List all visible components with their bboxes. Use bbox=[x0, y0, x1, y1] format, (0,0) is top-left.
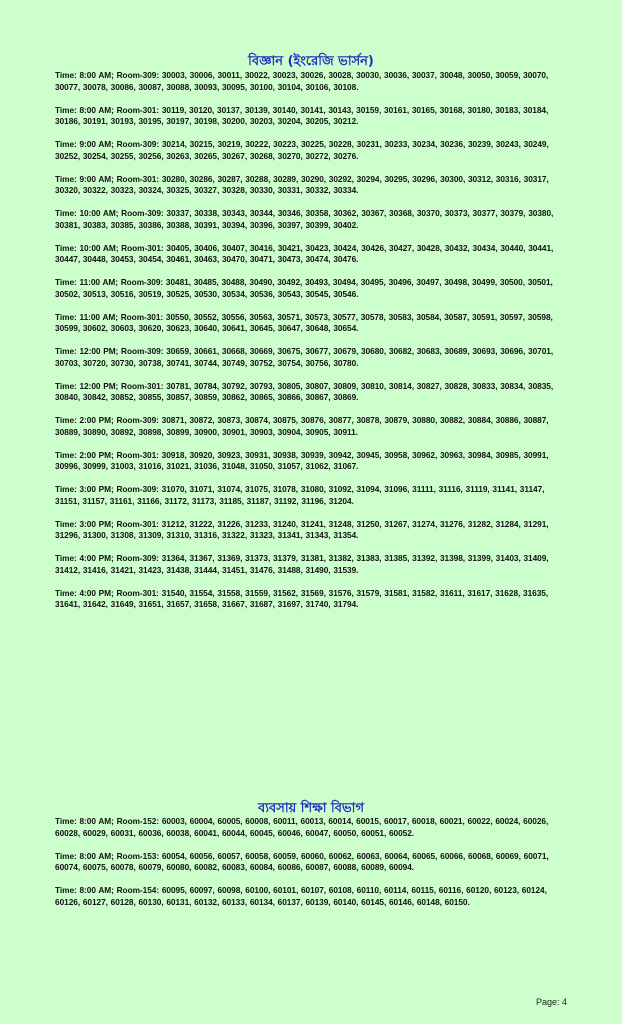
entry-roll-numbers: 31540, 31554, 31558, 31559, 31562, 31569, 31576, 31579, 31581, 31582, 31611, 31617, 31628, 31635, 31641, 31642, 31649, 31651, 31657, 31658, 31667, 31687, 31697, 31740, 31794. bbox=[55, 587, 549, 609]
exam-schedule-entry bbox=[55, 588, 570, 611]
exam-schedule-entry bbox=[55, 415, 570, 438]
exam-schedule-entry bbox=[55, 851, 570, 874]
entry-roll-numbers: 30781, 30784, 30792, 30793, 30805, 30807, 30809, 30810, 30814, 30827, 30828, 30833, 30834, 30835, 30840, 30842, 30852, 30855, 30857, 30859, 30862, 30865, 30866, 30867, 30869. bbox=[55, 380, 554, 402]
section-entries-science bbox=[55, 70, 570, 622]
exam-schedule-entry bbox=[55, 450, 570, 473]
exam-schedule-entry bbox=[55, 208, 570, 231]
page-number: Page: 4 bbox=[535, 997, 567, 1007]
exam-schedule-entry bbox=[55, 484, 570, 507]
exam-schedule-entry bbox=[55, 277, 570, 300]
exam-schedule-entry bbox=[55, 519, 570, 542]
exam-schedule-entry bbox=[55, 885, 570, 908]
entry-time-room-label: Time: 3:00 PM; Room-309: bbox=[55, 484, 159, 494]
exam-schedule-entry bbox=[55, 346, 570, 369]
exam-schedule-entry bbox=[55, 243, 570, 266]
exam-schedule-entry bbox=[55, 553, 570, 576]
entry-time-room-label: Time: 8:00 AM; Room-154: bbox=[55, 885, 160, 895]
entry-roll-numbers: 30550, 30552, 30556, 30563, 30571, 30573, 30577, 30578, 30583, 30584, 30587, 30591, 30597, 30598, 30599, 30602, 30603, 30620, 30623, 30640, 30641, 30645, 30647, 30648, 30654. bbox=[55, 311, 553, 333]
entry-roll-numbers: 30918, 30920, 30923, 30931, 30938, 30939, 30942, 30945, 30958, 30962, 30963, 30984, 30985, 30991, 30996, 30999, 31003, 31016, 31021, 31036, 31048, 31050, 31057, 31062, 31067. bbox=[55, 449, 549, 471]
entry-roll-numbers: 60095, 60097, 60098, 60100, 60101, 60107, 60108, 60110, 60114, 60115, 60116, 60120, 60123, 60124, 60126, 60127, 60128, 60130, 60131, 60132, 60133, 60134, 60137, 60139, 60140, 60145, 60146, 60148, 60150. bbox=[55, 885, 547, 907]
entry-roll-numbers: 30003, 30006, 30011, 30022, 30023, 30026, 30028, 30030, 30036, 30037, 30048, 30050, 30059, 30070, 30077, 30078, 30086, 30087, 30088, 30093, 30095, 30100, 30104, 30106, 30108. bbox=[55, 70, 549, 92]
section-title-business-studies: ব্যবসায় শিক্ষা বিভাগ bbox=[258, 801, 364, 816]
entry-roll-numbers: 30337, 30338, 30343, 30344, 30346, 30358, 30362, 30367, 30368, 30370, 30373, 30377, 30379, 30380, 30381, 30383, 30385, 30386, 30388, 30391, 30394, 30396, 30397, 30399, 30402. bbox=[55, 208, 554, 230]
exam-schedule-entry bbox=[55, 312, 570, 335]
section-entries-business bbox=[55, 816, 570, 920]
exam-schedule-entry bbox=[55, 381, 570, 404]
entry-time-room-label: Time: 2:00 PM; Room-301: bbox=[55, 449, 159, 460]
entry-time-room-label: Time: 8:00 AM; Room-153: bbox=[55, 850, 160, 861]
entry-roll-numbers: 30871, 30872, 30873, 30874, 30875, 30876, 30877, 30878, 30879, 30880, 30882, 30884, 30886, 30887, 30889, 30890, 30892, 30898, 30899, 30900, 30901, 30903, 30904, 30905, 30911. bbox=[55, 415, 549, 437]
entry-time-room-label: Time: 9:00 AM; Room-309: bbox=[55, 139, 160, 149]
entry-roll-numbers: 30280, 30286, 30287, 30288, 30289, 30290, 30292, 30294, 30295, 30296, 30300, 30312, 30316, 30317, 30320, 30322, 30323, 30324, 30325, 30327, 30328, 30330, 30331, 30332, 30334. bbox=[55, 173, 549, 195]
entry-time-room-label: Time: 10:00 AM; Room-309: bbox=[55, 208, 164, 218]
entry-time-room-label: Time: 12:00 PM; Room-301: bbox=[55, 380, 164, 391]
entry-time-room-label: Time: 9:00 AM; Room-301: bbox=[55, 173, 160, 184]
entry-roll-numbers: 30405, 30406, 30407, 30416, 30421, 30423, 30424, 30426, 30427, 30428, 30432, 30434, 30440, 30441, 30447, 30448, 30453, 30454, 30461, 30463, 30470, 30471, 30473, 30474, 30476. bbox=[55, 242, 554, 264]
entry-time-room-label: Time: 11:00 AM; Room-309: bbox=[55, 277, 164, 287]
entry-roll-numbers: 31070, 31071, 31074, 31075, 31078, 31080, 31092, 31094, 31096, 31111, 31116, 31119, 31141, 31147, 31151, 31157, 31161, 31166, 31172, 31173, 31185, 31187, 31192, 31196, 31204. bbox=[55, 484, 545, 506]
entry-roll-numbers: 60054, 60056, 60057, 60058, 60059, 60060, 60062, 60063, 60064, 60065, 60066, 60068, 60069, 60071, 60074, 60075, 60078, 60079, 60080, 60082, 60083, 60084, 60086, 60087, 60088, 60089, 60094. bbox=[55, 850, 549, 872]
entry-time-room-label: Time: 11:00 AM; Room-301: bbox=[55, 311, 164, 322]
entry-time-room-label: Time: 4:00 PM; Room-301: bbox=[55, 587, 159, 598]
exam-schedule-entry bbox=[55, 816, 570, 839]
entry-roll-numbers: 30214, 30215, 30219, 30222, 30223, 30225, 30228, 30231, 30233, 30234, 30236, 30239, 30243, 30249, 30252, 30254, 30255, 30256, 30263, 30265, 30267, 30268, 30270, 30272, 30276. bbox=[55, 139, 549, 161]
exam-schedule-entry bbox=[55, 174, 570, 197]
entry-roll-numbers: 30659, 30661, 30668, 30669, 30675, 30677, 30679, 30680, 30682, 30683, 30689, 30693, 30696, 30701, 30703, 30720, 30730, 30738, 30741, 30744, 30749, 30752, 30754, 30756, 30780. bbox=[55, 346, 554, 368]
entry-time-room-label: Time: 8:00 AM; Room-301: bbox=[55, 104, 160, 115]
entry-roll-numbers: 30119, 30120, 30137, 30139, 30140, 30141, 30143, 30159, 30161, 30165, 30168, 30180, 30183, 30184, 30186, 30191, 30193, 30195, 30197, 30198, 30200, 30203, 30204, 30205, 30212. bbox=[55, 104, 549, 126]
entry-time-room-label: Time: 4:00 PM; Room-309: bbox=[55, 553, 159, 563]
entry-time-room-label: Time: 10:00 AM; Room-301: bbox=[55, 242, 164, 253]
entry-roll-numbers: 31212, 31222, 31226, 31233, 31240, 31241, 31248, 31250, 31267, 31274, 31276, 31282, 31284, 31291, 31296, 31300, 31308, 31309, 31310, 31316, 31322, 31323, 31341, 31343, 31354. bbox=[55, 518, 549, 540]
exam-schedule-entry bbox=[55, 70, 570, 93]
entry-time-room-label: Time: 8:00 AM; Room-309: bbox=[55, 70, 160, 80]
exam-schedule-entry bbox=[55, 105, 570, 128]
entry-roll-numbers: 31364, 31367, 31369, 31373, 31379, 31381, 31382, 31383, 31385, 31392, 31398, 31399, 31403, 31409, 31412, 31416, 31421, 31423, 31438, 31444, 31451, 31476, 31488, 31490, 31539. bbox=[55, 553, 549, 575]
section-title-science-english: বিজ্ঞান (ইংরেজি ভার্সন) bbox=[248, 54, 374, 69]
exam-schedule-entry bbox=[55, 139, 570, 162]
entry-roll-numbers: 60003, 60004, 60005, 60008, 60011, 60013, 60014, 60015, 60017, 60018, 60021, 60022, 60024, 60026, 60028, 60029, 60031, 60036, 60038, 60041, 60044, 60045, 60046, 60047, 60050, 60051, 60052. bbox=[55, 816, 549, 838]
entry-time-room-label: Time: 3:00 PM; Room-301: bbox=[55, 518, 159, 529]
entry-time-room-label: Time: 8:00 AM; Room-152: bbox=[55, 816, 160, 826]
entry-roll-numbers: 30481, 30485, 30488, 30490, 30492, 30493, 30494, 30495, 30496, 30497, 30498, 30499, 30500, 30501, 30502, 30513, 30516, 30519, 30525, 30530, 30534, 30536, 30543, 30545, 30546. bbox=[55, 277, 553, 299]
entry-time-room-label: Time: 2:00 PM; Room-309: bbox=[55, 415, 159, 425]
entry-time-room-label: Time: 12:00 PM; Room-309: bbox=[55, 346, 164, 356]
